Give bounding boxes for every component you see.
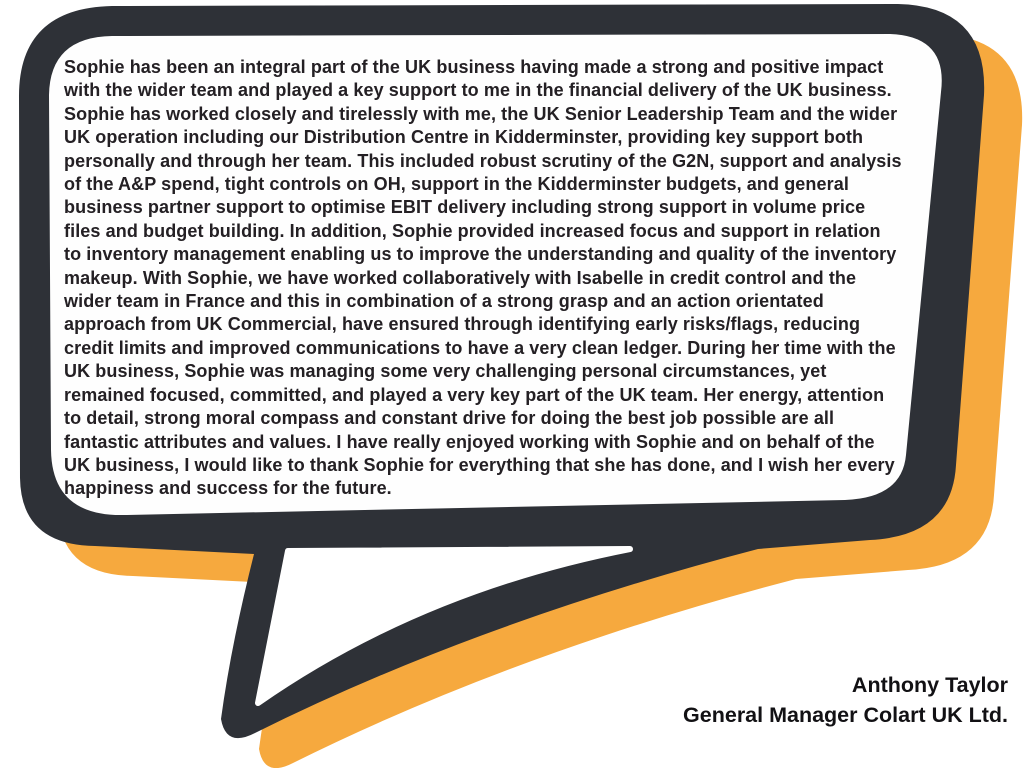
testimonial-text: Sophie has been an integral part of the UK business having made a strong and positive impact with the wider team and played a key support to me in the financial delivery of the UK business. Sophie has worked closely and tirelessly with me, the UK Senior Leadership Team and the wider UK operation including our Distribution Centre in Kidderminster, providing key support both personally and through her team. This included robust scrutiny of the G2N, support and analysis of the A&P spend, tight controls on OH, support in the Kidderminster budgets, and general business partner support to optimise EBIT delivery including strong support in volume price files and budget building. In addition, Sophie provided increased focus and support in relation to inventory management enabling us to improve the understanding and quality of the inventory makeup. With Sophie, we have worked collaboratively with Isabelle in credit control and the wider team in France and this in combination of a strong grasp and an action orientated approach from UK Commercial, have ensured through identifying early risks/flags, reducing credit limits and improved communications to have a very clean ledger. During her time with the UK business, Sophie was managing some very challenging personal circumstances, yet remained focused, committed, and played a very key part of the UK team. Her energy, attention to detail, strong moral compass and constant drive for doing the best job possible are all fantastic attributes and values. I have really enjoyed working with Sophie and on behalf of the UK business, I would like to thank Sophie for everything that she has done, and I wish her every happiness and success for the future. xyxy=(64,57,902,499)
attribution-block xyxy=(683,670,1008,730)
attribution-name: Anthony Taylor xyxy=(851,673,1008,697)
attribution-title: General Manager Colart UK Ltd. xyxy=(683,703,1008,727)
